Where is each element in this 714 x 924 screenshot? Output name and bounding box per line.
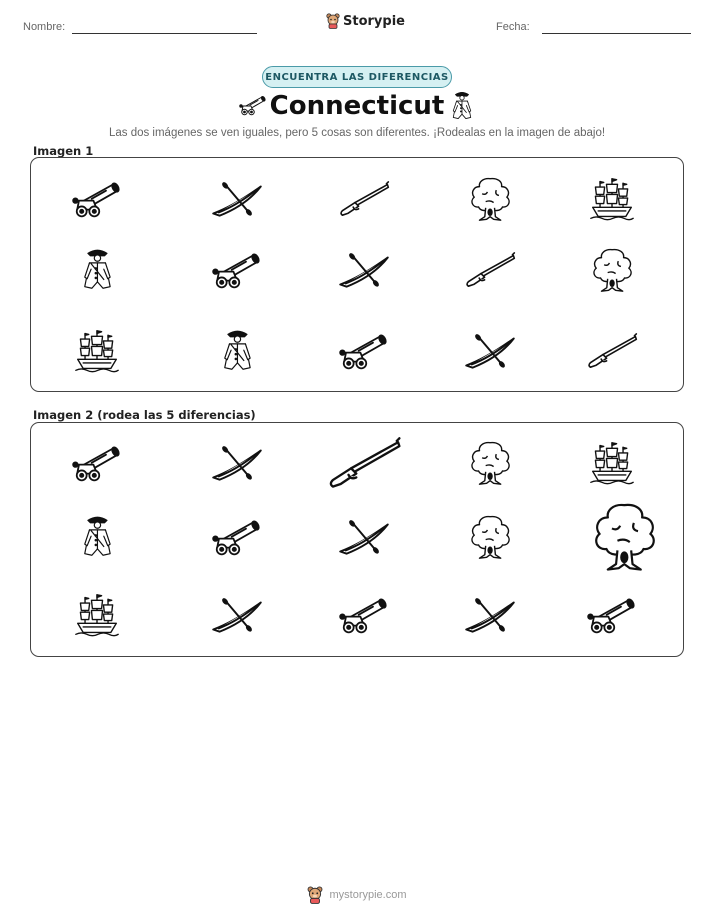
brand-name: Storypie (343, 13, 405, 29)
bear-mascot-icon (326, 13, 340, 29)
name-label: Nombre: (23, 21, 66, 33)
musket-icon (309, 163, 419, 235)
cannon-icon[interactable] (309, 579, 419, 651)
cannon-icon (309, 315, 419, 387)
ship-icon (557, 163, 667, 235)
musket-icon (435, 234, 545, 306)
oak-tree-icon (435, 163, 545, 235)
canoe-icon (182, 163, 292, 235)
image1-label: Imagen 1 (33, 144, 94, 158)
bear-mascot-icon (307, 886, 323, 904)
oak-tree-icon[interactable] (435, 501, 545, 573)
oak-tree-icon[interactable] (435, 427, 545, 499)
footer-site: mystorypie.com (329, 889, 407, 901)
cannon-icon (182, 234, 292, 306)
musket-icon (557, 315, 667, 387)
page-title: Connecticut (269, 91, 445, 121)
date-label: Fecha: (496, 21, 530, 33)
colonial-soldier-icon[interactable] (42, 501, 152, 573)
date-field[interactable] (542, 33, 691, 34)
cannon-icon (42, 163, 152, 235)
canoe-icon[interactable] (182, 579, 292, 651)
image2-label: Imagen 2 (rodea las 5 diferencias) (33, 408, 256, 422)
cannon-icon[interactable] (42, 427, 152, 499)
instructions: Las dos imágenes se ven iguales, pero 5 cosas son diferentes. ¡Rodealas en la imagen de abajo! (108, 127, 606, 139)
cannon-icon[interactable] (182, 501, 292, 573)
brand-logo (326, 13, 405, 29)
colonial-soldier-icon (42, 234, 152, 306)
cannon-icon[interactable] (557, 579, 667, 651)
oak-tree-icon (557, 234, 667, 306)
oak-tree-icon[interactable] (569, 501, 679, 573)
canoe-icon[interactable] (435, 579, 545, 651)
footer (0, 886, 714, 904)
ship-icon[interactable] (557, 427, 667, 499)
canoe-icon[interactable] (182, 427, 292, 499)
canoe-icon (435, 315, 545, 387)
ship-icon[interactable] (42, 579, 152, 651)
canoe-icon (309, 234, 419, 306)
canoe-icon[interactable] (309, 501, 419, 573)
activity-badge: ENCUENTRA LAS DIFERENCIAS (262, 66, 452, 88)
colonial-soldier-icon (182, 315, 292, 387)
musket-icon[interactable] (309, 427, 419, 499)
ship-icon (42, 315, 152, 387)
colonial-soldier-icon (450, 90, 474, 126)
name-field[interactable] (72, 33, 257, 34)
